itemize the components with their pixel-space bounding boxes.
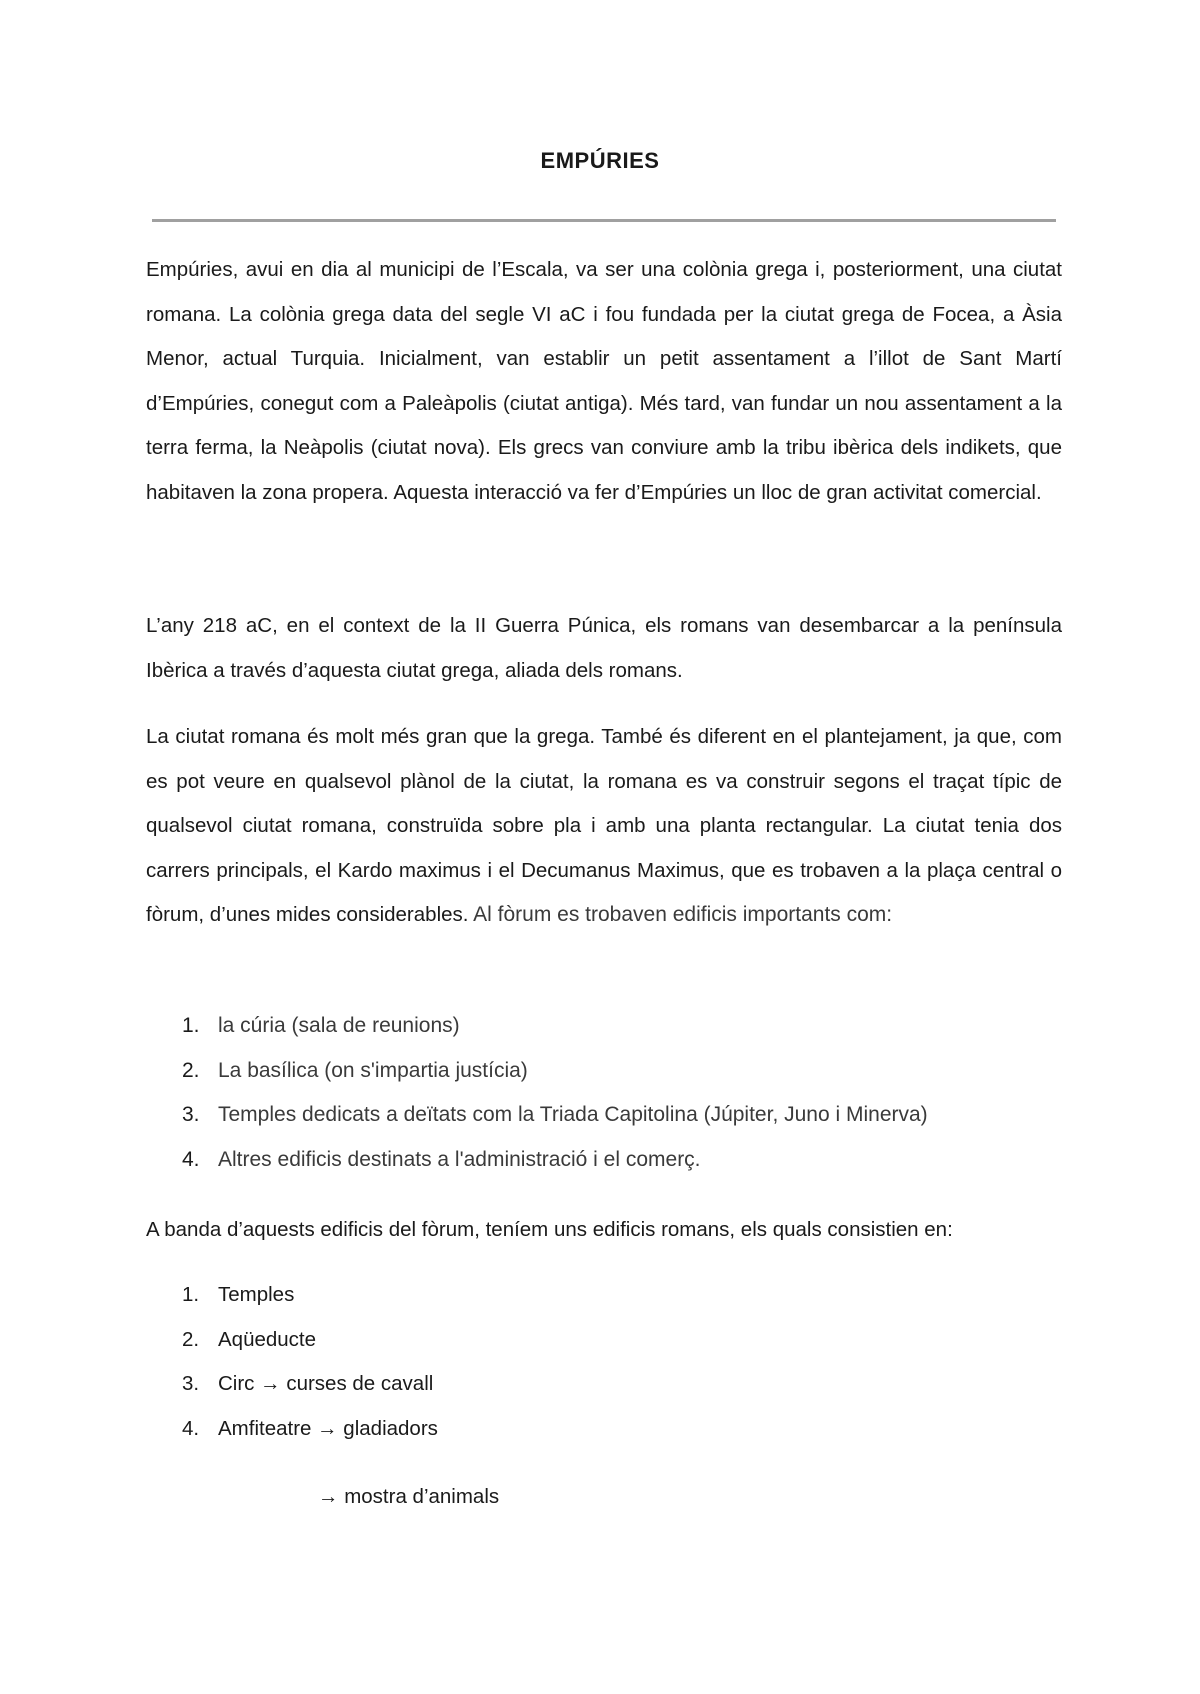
list-item-number: 1.	[182, 1283, 200, 1306]
list-item-text: Altres edificis destinats a l'administració i el comerç.	[218, 1147, 701, 1171]
list-item	[182, 1138, 1062, 1183]
paragraph-roman-landing: L’any 218 aC, en el context de la II Guerra Púnica, els romans van desembarcar a la península Ibèrica a través d’aquesta ciutat grega, aliada dels romans.	[146, 614, 1062, 682]
list-item-number: 4.	[182, 1416, 200, 1440]
title-divider	[152, 219, 1056, 222]
list-item	[182, 1049, 1062, 1094]
list-item-text: Aqüeducte	[218, 1327, 317, 1351]
paragraph-roman-city-main: La ciutat romana és molt més gran que la grega. També és diferent en el plantejament, ja que, com es pot veure en qualsevol plànol de la ciutat, la romana es va construir segons el traçat típic de qualsevol ciutat romana, construïda sobre pla i amb una planta rectangular. La ciutat tenia dos carrers principals, el Kardo maximus i el Decumanus Maximus, que es trobaven a la plaça central o fòrum, d’unes mides considerables.	[146, 725, 1062, 926]
list-item	[182, 1004, 1062, 1049]
list-item-number: 3.	[182, 1103, 200, 1126]
paragraph-roman-buildings: A banda d’aquests edificis del fòrum, teníem uns edificis romans, els quals consistien en:	[146, 1218, 953, 1241]
list-item-number: 4.	[182, 1147, 200, 1171]
paragraph-greek-colony: Empúries, avui en dia al municipi de l’Escala, va ser una colònia grega i, posteriorment, una ciutat romana. La colònia grega data del segle VI aC i fou fundada per la ciutat grega de Focea, a Àsia Menor, actual Turquia. Inicialment, van establir un petit assentament a l’illot de Sant Martí d’Empúries, conegut com a Paleàpolis (ciutat antiga). Més tard, van fundar un nou assentament a la terra ferma, la Neàpolis (ciutat nova). Els grecs van conviure amb la tribu ibèrica dels indikets, que habitaven la zona propera. Aquesta interacció va fer d’Empúries un lloc de gran activitat comercial.	[146, 258, 1062, 504]
paragraph-roman-city	[146, 715, 1062, 938]
document-title: EMPÚRIES	[540, 148, 660, 173]
list-item	[182, 1093, 1062, 1138]
roman-buildings-list	[182, 1273, 1062, 1451]
list-item-text: Amfiteatre → gladiadors	[218, 1416, 438, 1440]
list-item	[182, 1407, 1062, 1452]
list-item	[182, 1273, 1062, 1318]
amphitheatre-extra-line: → mostra d’animals	[318, 1485, 500, 1508]
list-item	[182, 1362, 1062, 1407]
list-item-text: la cúria (sala de reunions)	[218, 1014, 460, 1037]
list-item-number: 1.	[182, 1014, 200, 1037]
list-item-text: Circ → curses de cavall	[218, 1372, 434, 1395]
list-item-number: 2.	[182, 1327, 200, 1351]
list-item	[182, 1318, 1062, 1363]
list-item-text: Temples dedicats a deïtats com la Triada Capitolina (Júpiter, Juno i Minerva)	[218, 1103, 928, 1126]
forum-buildings-list	[182, 1004, 1062, 1182]
paragraph-roman-city-tail: Al fòrum es trobaven edificis importants com:	[468, 903, 893, 926]
list-item-number: 3.	[182, 1372, 200, 1395]
list-item-text: La basílica (on s'impartia justícia)	[218, 1058, 528, 1082]
list-item-number: 2.	[182, 1058, 200, 1082]
list-item-text: Temples	[218, 1283, 295, 1306]
